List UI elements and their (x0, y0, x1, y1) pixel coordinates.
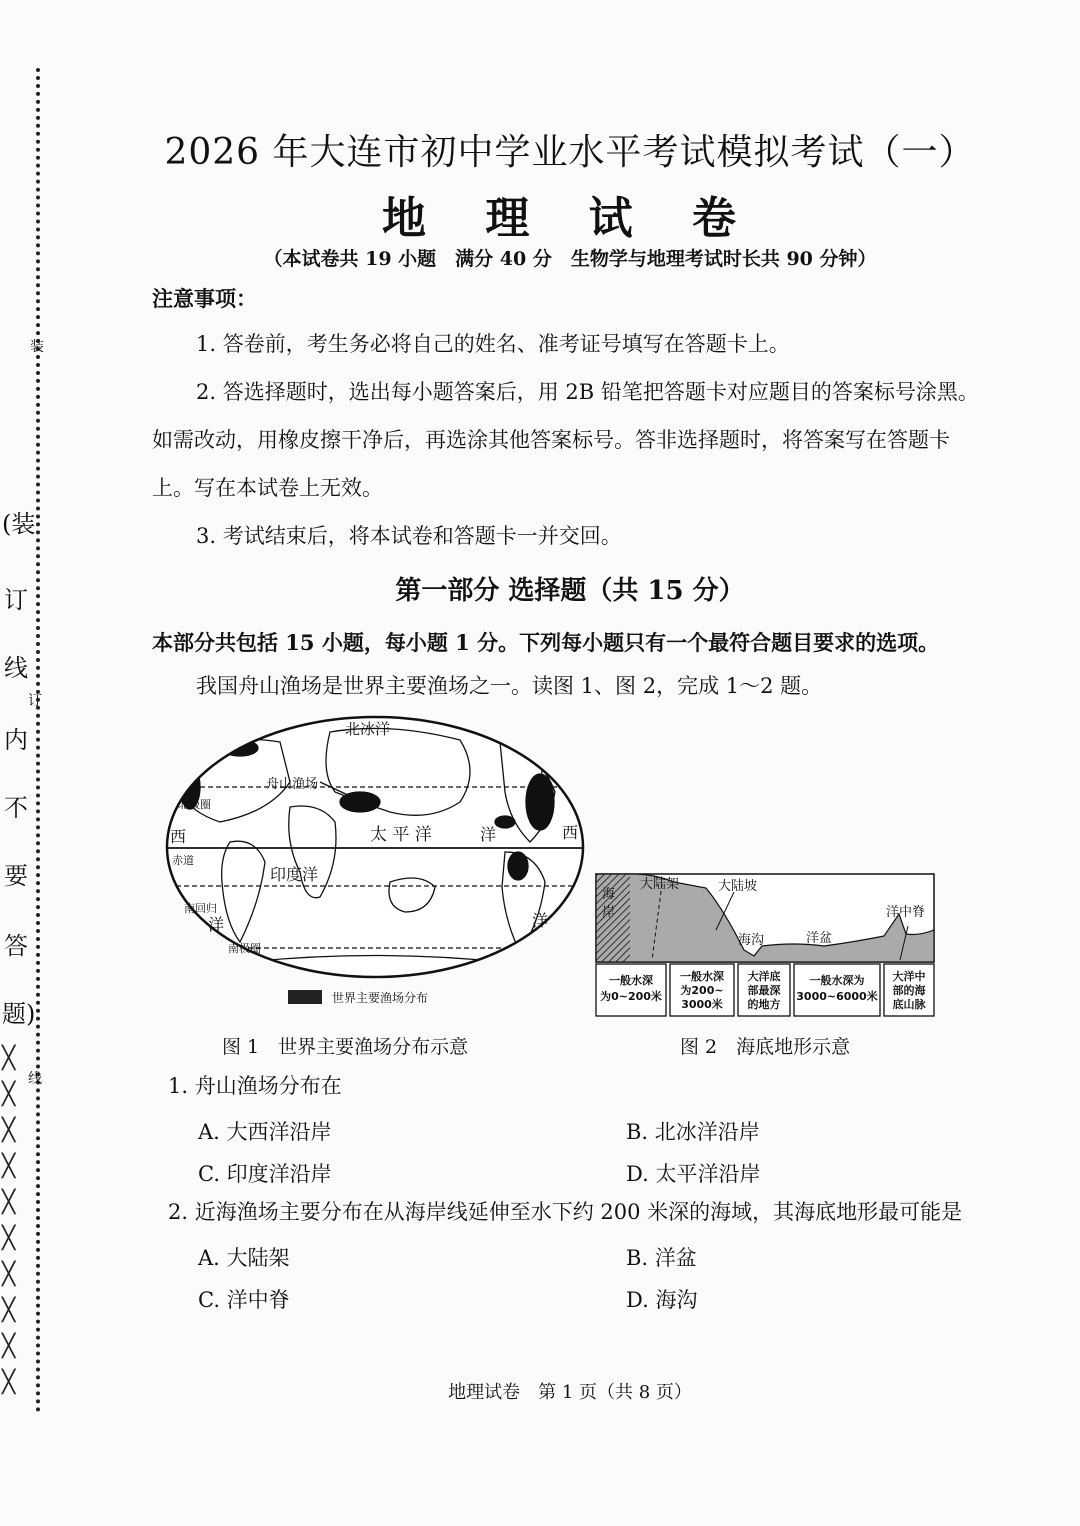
section-intro: 本部分共包括 15 小题，每小题 1 分。下列每小题只有一个最符合题目要求的选项。 (152, 630, 940, 655)
q1-option-a: A. 大西洋沿岸 (198, 1120, 332, 1144)
box-text: 一般水深为 (809, 974, 865, 987)
notice-item-3: 3. 考试结束后，将本试卷和答题卡一并交回。 (196, 524, 622, 548)
label-yang-mid: 洋 (480, 825, 497, 844)
cross-mark: ╳ (2, 1118, 16, 1143)
exam-title: 2026 年大连市初中学业水平考试模拟考试（一） (164, 132, 976, 173)
q1-option-c: C. 印度洋沿岸 (198, 1162, 332, 1186)
binding-char: 题) (2, 1000, 36, 1028)
box-text: 一般水深 (680, 970, 724, 983)
label-shelf: 大陆架 (640, 877, 680, 892)
label-tropic: 南回归 (184, 902, 217, 915)
box-text: 3000米 (681, 998, 723, 1011)
binding-label: 线 (28, 1071, 42, 1087)
binding-char: 要 (4, 862, 28, 890)
subject-title: 地 理 试 卷 (382, 193, 758, 244)
label-slope: 大陆坡 (718, 879, 758, 894)
label-basin: 洋盆 (806, 931, 833, 946)
notice-heading: 注意事项： (152, 286, 257, 311)
cross-mark: ╳ (2, 1262, 16, 1287)
notice-item-2-cont: 如需改动，用橡皮擦干净后，再选涂其他答案标号。答非选择题时，将答案写在答题卡 (152, 428, 950, 452)
notice-item-2-cont: 上。写在本试卷上无效。 (152, 476, 383, 500)
label-coast-2: 岸 (602, 905, 616, 920)
binding-char: 订 (4, 586, 28, 614)
q2-option-b: B. 洋盆 (626, 1246, 697, 1270)
box-text: 3000~6000米 (796, 990, 878, 1003)
box-text: 大洋中 (892, 970, 926, 983)
cross-mark: ╳ (2, 1046, 16, 1071)
notice-item-2: 2. 答选择题时，选出每小题答案后，用 2B 铅笔把答题卡对应题目的答案标号涂黑。 (196, 380, 979, 404)
seafloor-profile-diagram (594, 870, 936, 1020)
cross-mark: ╳ (2, 1154, 16, 1179)
cross-mark: ╳ (2, 1334, 16, 1359)
binding-label: 装 (30, 339, 44, 355)
label-arctic-ocean: 北冰洋 (345, 720, 391, 738)
binding-char: 答 (4, 932, 28, 960)
label-yang-right: 洋 (532, 911, 549, 930)
label-trench: 海沟 (738, 933, 765, 948)
binding-dotted-line (36, 68, 40, 1413)
cross-mark: ╳ (2, 1082, 16, 1107)
figure2-caption: 图 2 海底地形示意 (680, 1036, 851, 1058)
page-footer: 地理试卷 第 1 页（共 8 页） (448, 1382, 692, 1403)
box-text: 底山脉 (892, 998, 926, 1011)
label-ridge: 洋中脊 (886, 905, 926, 920)
box-text: 部最深 (747, 984, 781, 997)
label-xi-right: 西 (562, 823, 579, 842)
legend-label: 世界主要渔场分布 (332, 991, 429, 1005)
binding-label: 订 (28, 693, 42, 709)
map-frame (167, 717, 583, 977)
box-text: 的地方 (747, 998, 781, 1011)
q2-option-a: A. 大陆架 (198, 1246, 290, 1270)
world-fishery-map (160, 712, 590, 1012)
box-text: 为0~200米 (600, 990, 662, 1003)
binding-char: (装 (2, 510, 36, 538)
box-text: 一般水深 (609, 974, 653, 987)
cross-mark: ╳ (2, 1298, 16, 1323)
label-antarctic-circle: 南极圈 (228, 942, 261, 955)
label-pacific: 太 平 洋 (370, 825, 432, 845)
question-2-stem: 2. 近海渔场主要分布在从海岸线延伸至水下约 200 米深的海域，其海底地形最可能是 (168, 1200, 963, 1224)
q1-option-d: D. 太平洋沿岸 (626, 1162, 761, 1186)
binding-margin (0, 0, 60, 1420)
label-zhoushan: 舟山渔场 (266, 777, 319, 792)
q2-option-d: D. 海沟 (626, 1288, 698, 1312)
box-text: 大洋底 (747, 970, 781, 983)
question-stem-group: 我国舟山渔场是世界主要渔场之一。读图 1、图 2，完成 1～2 题。 (196, 674, 823, 698)
exam-meta: （本试卷共 19 小题 满分 40 分 生物学与地理考试时长共 90 分钟） (263, 248, 877, 270)
box-text: 部的海 (892, 984, 926, 997)
fishery-mark (508, 852, 528, 880)
label-indian: 印度洋 (270, 865, 319, 884)
box-text: 为200~ (680, 984, 724, 997)
fishery-mark (495, 816, 515, 828)
section-title: 第一部分 选择题（共 15 分） (395, 576, 745, 606)
label-arctic-circle: 北极圈 (178, 798, 211, 811)
cross-mark: ╳ (2, 1370, 16, 1395)
label-da: 大 (534, 769, 551, 788)
q1-option-b: B. 北冰洋沿岸 (626, 1120, 760, 1144)
label-xi-left: 西 (170, 827, 187, 846)
label-yang-left: 洋 (208, 915, 225, 934)
cross-mark: ╳ (2, 1190, 16, 1215)
binding-char: 内 (4, 726, 28, 754)
q2-option-c: C. 洋中脊 (198, 1288, 290, 1312)
notice-item-1: 1. 答卷前，考生务必将自己的姓名、准考证号填写在答题卡上。 (196, 332, 790, 356)
label-coast-1: 海 (602, 887, 616, 902)
binding-char: 线 (4, 654, 28, 682)
cross-mark: ╳ (2, 1226, 16, 1251)
question-1-stem: 1. 舟山渔场分布在 (168, 1074, 342, 1098)
label-equator: 赤道 (172, 854, 194, 867)
binding-char: 不 (4, 794, 28, 822)
legend-swatch (288, 990, 322, 1004)
figure1-caption: 图 1 世界主要渔场分布示意 (222, 1036, 469, 1058)
